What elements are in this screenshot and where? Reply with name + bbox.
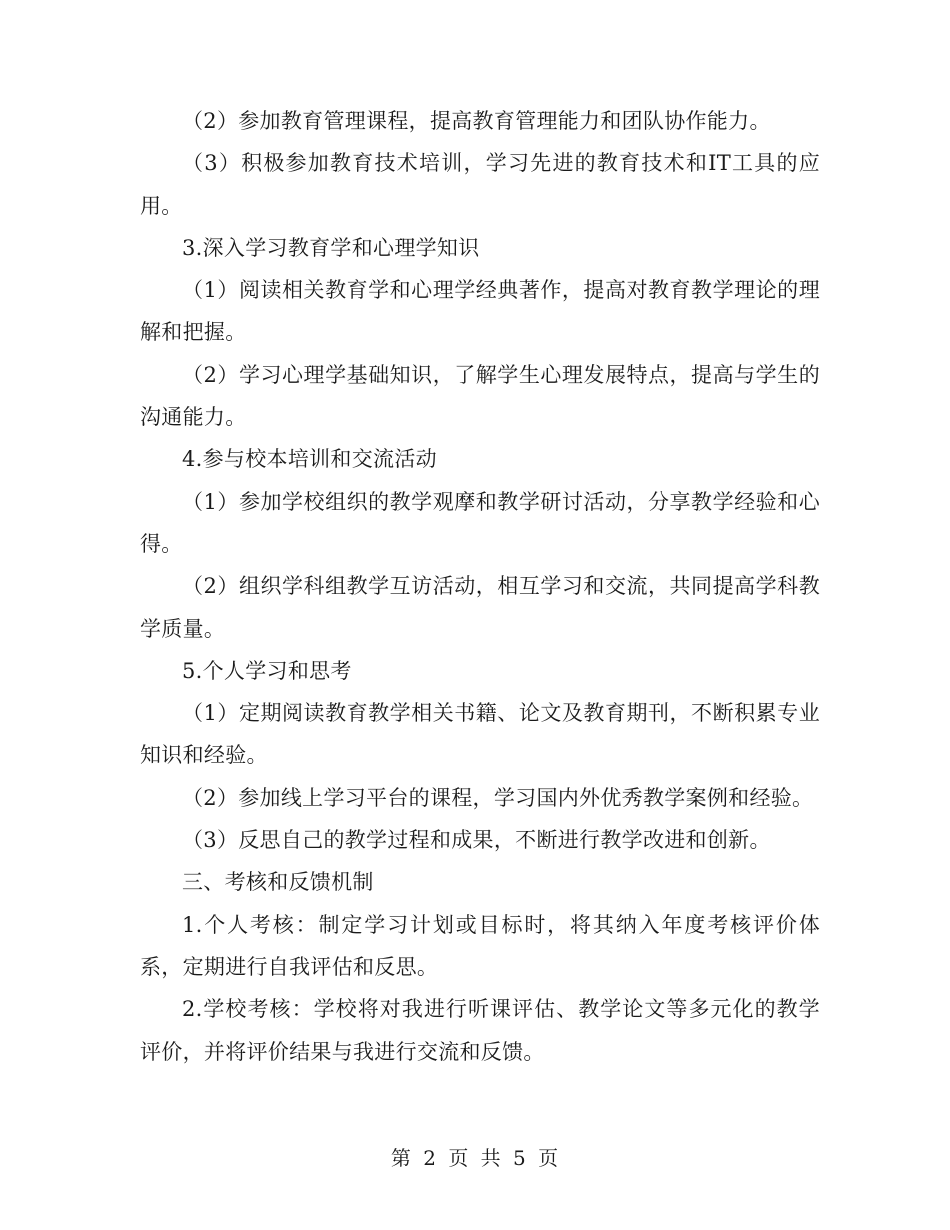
section-heading-5: 5.个人学习和思考 <box>182 658 352 683</box>
paragraph-4-1: （1）参加学校组织的教学观摩和教学研讨活动，分享教学经验和心得。 <box>140 489 820 556</box>
paragraph-1: （2）参加教育管理课程，提高教育管理能力和团队协作能力。 <box>182 109 771 133</box>
paragraph-assessment-1: 1.个人考核：制定学习计划或目标时，将其纳入年度考核评价体系，定期进行自我评估和反思。 <box>140 912 820 979</box>
paragraph-5-1: （1）定期阅读教育教学相关书籍、论文及教育期刊，不断积累专业知识和经验。 <box>140 701 820 768</box>
paragraph-5-2: （2）参加线上学习平台的课程，学习国内外优秀教学案例和经验。 <box>182 785 814 810</box>
paragraph-5-3: （3）反思自己的教学过程和成果，不断进行教学改进和创新。 <box>182 828 771 853</box>
paragraph-3-1: （1）阅读相关教育学和心理学经典著作，提高对教育教学理论的理解和把握。 <box>140 278 820 345</box>
paragraph-3-2: （2）学习心理学基础知识，了解学生心理发展特点，提高与学生的沟通能力。 <box>140 362 820 430</box>
page-number-footer: 第 2 页 共 5 页 <box>390 1146 560 1170</box>
document-body <box>140 100 820 1073</box>
section-heading-3: 3.深入学习教育学和心理学知识 <box>182 235 480 260</box>
paragraph-assessment-2: 2.学校考核：学校将对我进行听课评估、教学论文等多元化的教学评价，并将评价结果与我进行交流和反馈。 <box>140 997 820 1064</box>
chapter-heading-3: 三、考核和反馈机制 <box>182 870 374 895</box>
paragraph-2: （3）积极参加教育技术培训，学习先进的教育技术和IT工具的应用。 <box>140 151 820 218</box>
paragraph-4-2: （2）组织学科组教学互访活动，相互学习和交流，共同提高学科教学质量。 <box>140 574 820 641</box>
section-heading-4: 4.参与校本培训和交流活动 <box>182 447 437 472</box>
